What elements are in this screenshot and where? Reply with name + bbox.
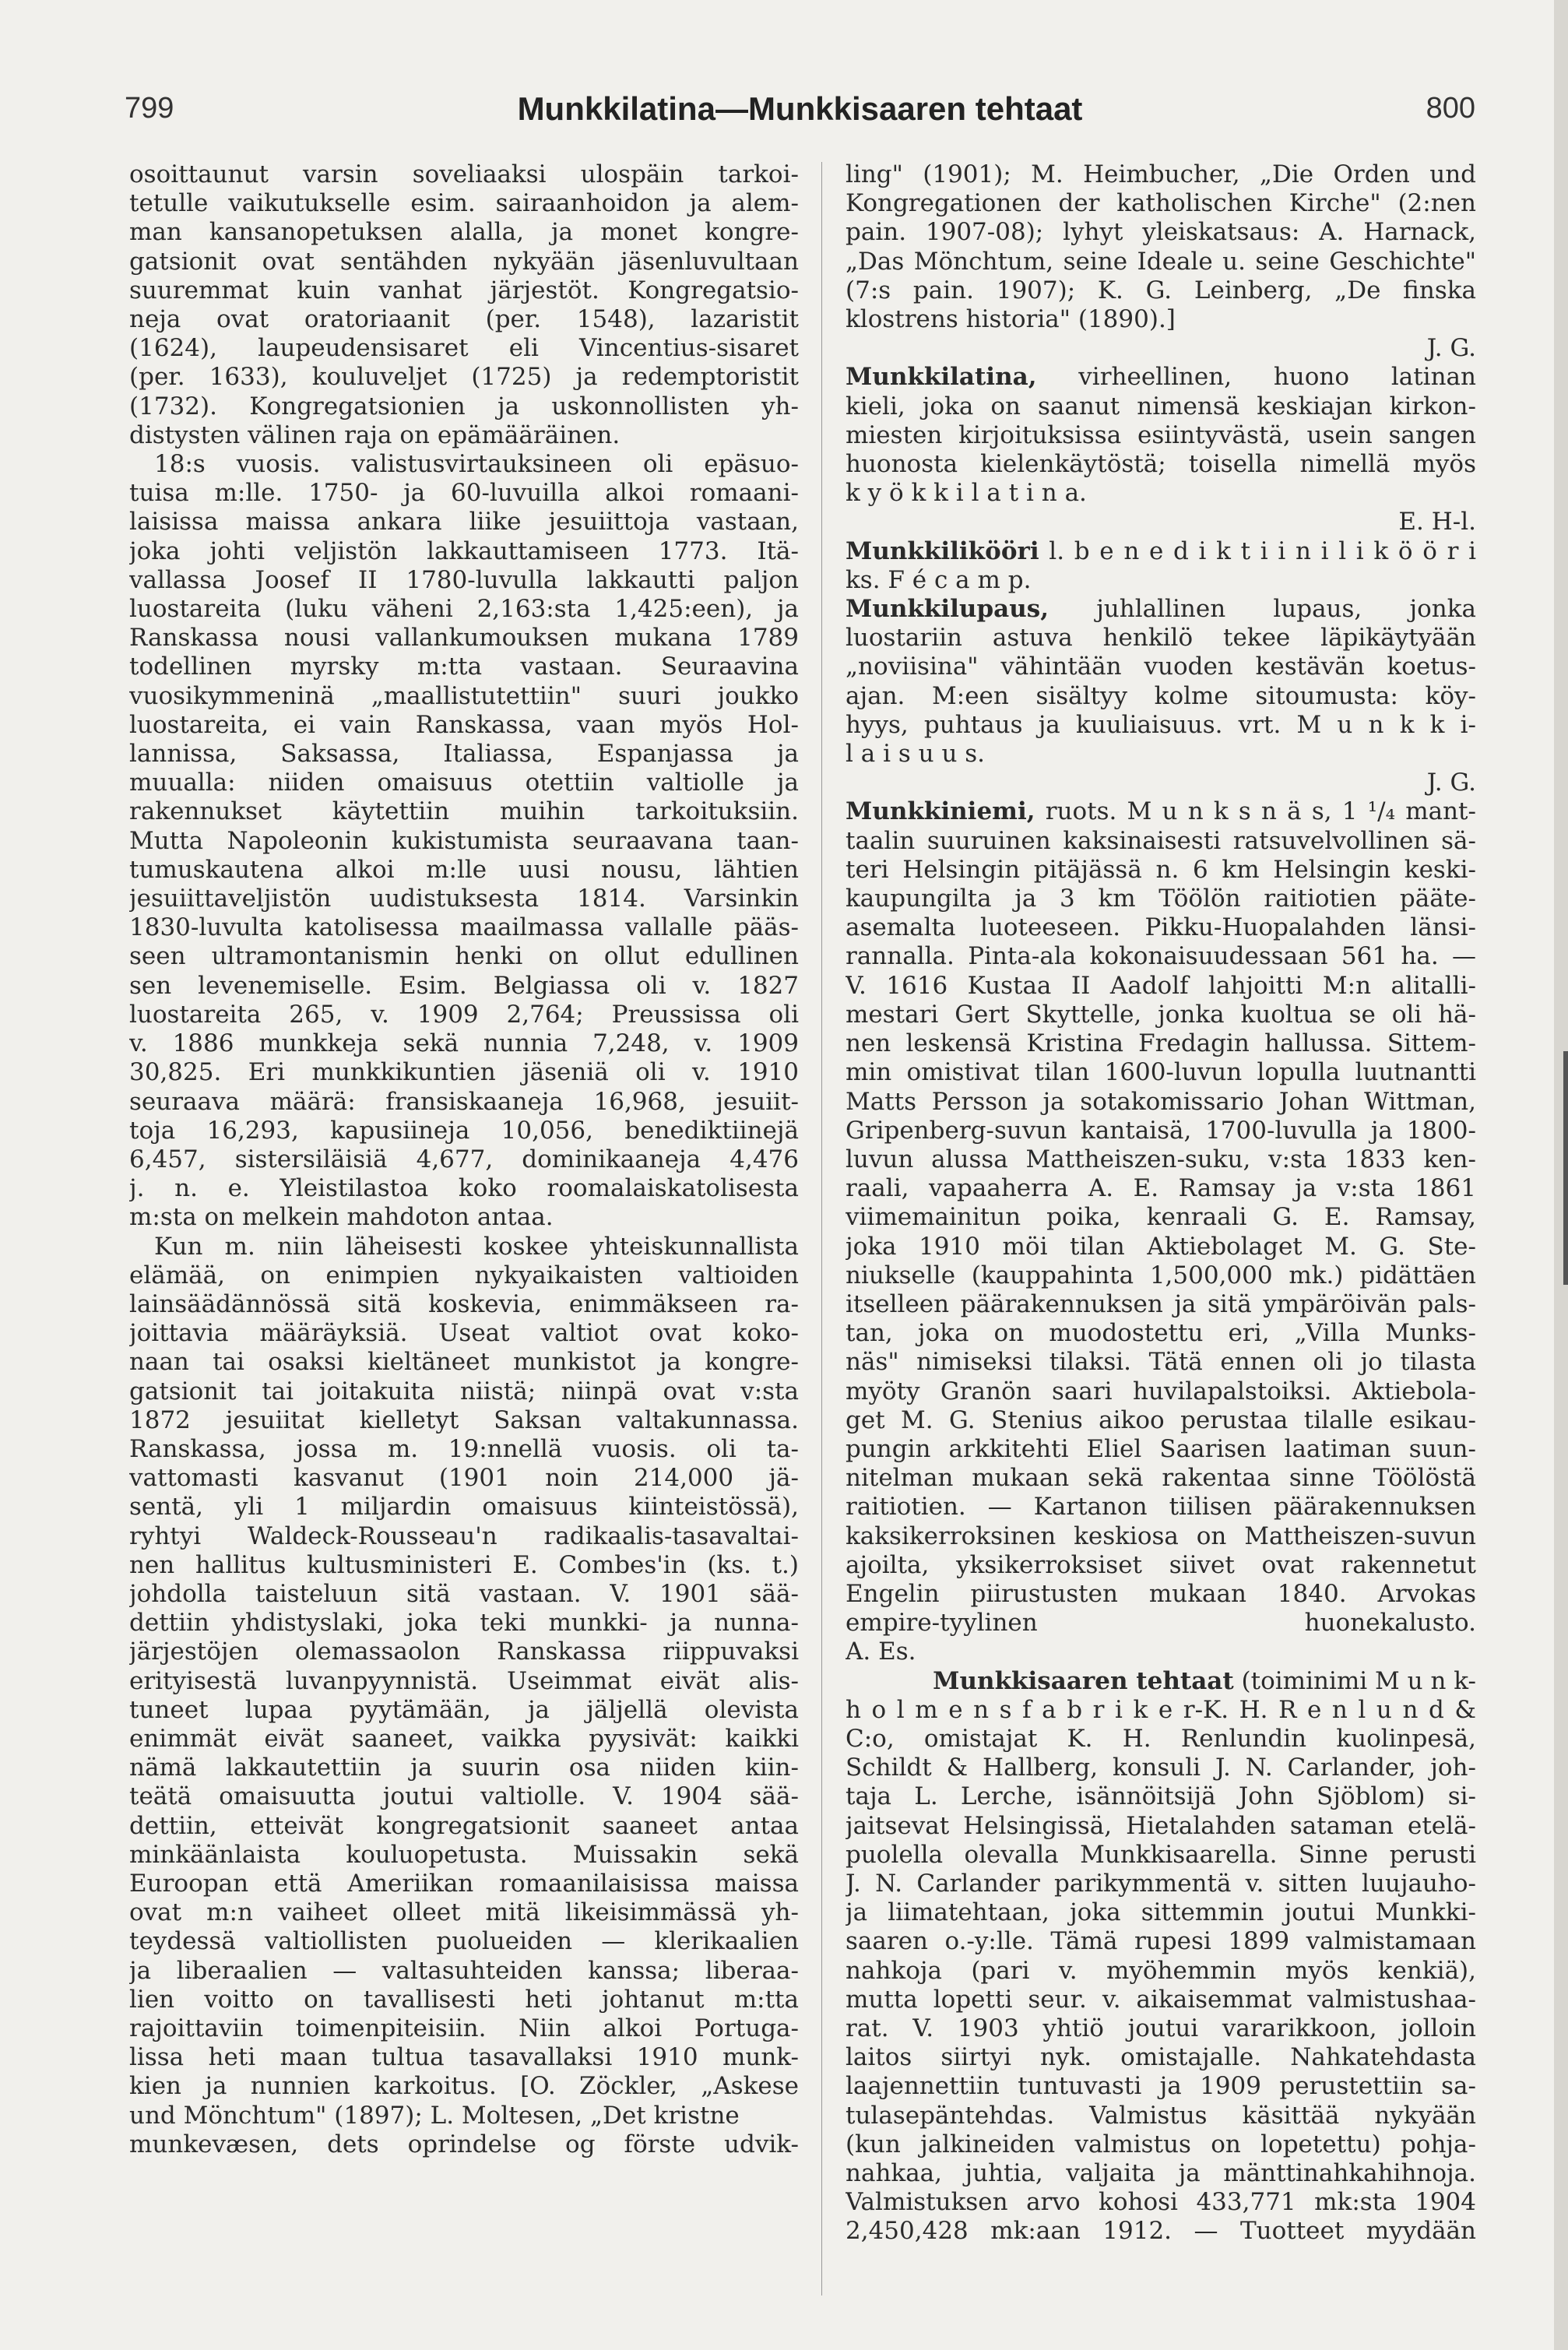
text-line: munkevæsen, dets oprindelse og förste udvik- — [129, 2130, 799, 2158]
right-column — [846, 160, 1476, 2341]
text-line: nitelman mukaan sekä rakentaa sinne Töölöstä — [846, 1464, 1476, 1493]
text-line: ajan. M:een sisältyy kolme sitoumusta: köy- — [846, 681, 1476, 710]
text-line: Munkkilupaus, juhlallinen lupaus, jonka — [846, 595, 1476, 624]
text-line: Kun m. niin läheisesti koskee yhteiskunnallista — [154, 1232, 799, 1261]
text-line: ja liberaalien — valtasuhteiden kanssa; liberaa- — [129, 1956, 799, 1985]
text-line: (1732). Kongregatsionien ja uskonnollisten yh- — [129, 392, 799, 420]
text-line: k y ö k k i l a t i n a. — [846, 479, 1087, 508]
entry-headword: Munkkilupaus, — [846, 595, 1049, 624]
text-line: Kongregationen der katholischen Kirche" (2:nen — [846, 189, 1476, 218]
text-line: laajennettiin tuntuvasti ja 1909 perustettiin sa- — [846, 2072, 1476, 2101]
text-line: elämää, on enimpien nykyaikaisten valtioiden — [129, 1261, 799, 1289]
page-number-right: 800 — [1426, 92, 1475, 125]
text-line: viimemainitun poika, kenraali G. E. Ramsay, — [846, 1203, 1476, 1232]
text-line: j. n. e. Yleistilastoa koko roomalaiskatolisesta — [129, 1174, 799, 1203]
text-line: mestari Gert Skyttelle, jonka kuoltua se oli hä- — [846, 1000, 1476, 1029]
text-line: Munkkilatina, virheellinen, huono latinan — [846, 363, 1476, 392]
text-line: min omistivat tilan 1600-luvun lopulla luutnantti — [846, 1058, 1476, 1087]
text-line: raali, vapaaherra A. E. Ramsay ja v:sta 1861 — [846, 1174, 1476, 1203]
text-line: gatsionit ovat sentähden nykyään jäsenluvultaan — [129, 247, 799, 276]
text-line: Munkkilikööri l. b e n e d i k t i i n i l i k ö ö r i — [846, 536, 1476, 565]
text-line: lien voitto on tavallisesti heti johtanut m:tta — [129, 1985, 799, 2014]
text-line: man kansanopetuksen alalla, ja monet kongre- — [129, 218, 799, 247]
text-line: get M. G. Stenius aikoo perustaa tilalle esikau- — [846, 1405, 1476, 1434]
text-line: jesuiittaveljistön uudistuksesta 1814. Varsinkin — [129, 885, 799, 913]
page-edge-shadow — [1563, 1051, 1568, 1285]
text-line: 6,457, sistersiläisiä 4,677, dominikaaneja 4,476 — [129, 1145, 799, 1173]
text-line: tuneet lupaa pyytämään, ja jäljellä olevista — [129, 1695, 799, 1724]
text-line: ks. F é c a m p. — [846, 565, 1032, 594]
text-line: todellinen myrsky m:tta vastaan. Seuraavina — [129, 653, 799, 681]
text-line: ling" (1901); M. Heimbucher, „Die Orden und — [846, 160, 1476, 188]
text-line: luostareita, ei vain Ranskassa, vaan myös Hol- — [129, 710, 799, 739]
text-line: Munkkiniemi, ruots. M u n k s n ä s, 1 ¹/₄ mant- — [846, 797, 1476, 826]
text-line: gatsionit tai joitakuita niistä; niinpä ovat v:sta — [129, 1377, 799, 1405]
text-line: Matts Persson ja sotakomissario Johan Wittman, — [846, 1087, 1476, 1116]
text-line: „noviisina" vähintään vuoden kestävän koetus- — [846, 653, 1476, 681]
text-line: nämä lakkautettiin ja suurin osa niiden kiin- — [129, 1754, 799, 1782]
page-header — [125, 92, 1475, 139]
text-line: distysten välinen raja on epämääräinen. — [129, 420, 621, 449]
text-line: dettiin, etteivät kongregatsionit saaneet antaa — [129, 1811, 799, 1840]
text-line: Schildt & Hallberg, konsuli J. N. Carlander, joh- — [846, 1754, 1476, 1782]
text-line: taalin suuruinen kaksinaisesti ratsuvelvollinen sä- — [846, 826, 1476, 855]
text-line: tetulle vaikutukselle esim. sairaanhoidon ja alem- — [129, 189, 799, 218]
text-line: Munkkisaaren tehtaat (toiminimi M u n k- — [933, 1666, 1476, 1695]
text-line: saaren o.-y:lle. Tämä rupesi 1899 valmistamaan — [846, 1927, 1476, 1956]
left-column — [129, 160, 799, 2341]
text-line: osoittaunut varsin soveliaaksi ulospäin tarkoi- — [129, 160, 799, 188]
text-line: tan, joka on muodostettu eri, „Villa Munks- — [846, 1319, 1476, 1348]
text-line: rakennukset käytettiin muihin tarkoituksiin. — [129, 797, 799, 826]
text-line: rannalla. Pinta-ala kokonaisuudessaan 561 ha. — — [846, 942, 1476, 971]
text-line: pungin arkkitehti Eliel Saarisen laatiman suun- — [846, 1434, 1476, 1463]
entry-headword: Munkkiniemi, — [846, 797, 1035, 826]
text-line: puolella olevalla Munkkisaarella. Sinne perusti — [846, 1840, 1476, 1869]
text-line: (1624), laupeudensisaret eli Vincentius-sisaret — [129, 334, 799, 363]
text-line: naan tai osaksi kieltäneet munkistot ja kongre- — [129, 1348, 799, 1377]
column-divider — [821, 162, 822, 2295]
text-line: tumuskautena alkoi m:lle uusi nousu, lähtien — [129, 855, 799, 884]
text-line: näs" nimiseksi tilaksi. Tätä ennen oli jo tilasta — [846, 1348, 1476, 1377]
entry-headword: Munkkisaaren tehtaat — [933, 1666, 1234, 1695]
text-line: J. G. — [1426, 334, 1476, 363]
text-line: enimmät eivät saaneet, vaikka pyysivät: kaikki — [129, 1724, 799, 1753]
text-line: lissa heti maan tultua tasavallaksi 1910 munk- — [129, 2043, 799, 2072]
text-line: raitiotien. — Kartanon tiilisen päärakennuksen — [846, 1493, 1476, 1522]
text-line: järjestöjen olemassaolon Ranskassa riippuvaksi — [129, 1638, 799, 1666]
text-line: vuosikymmeninä „maallistutettiin" suuri joukko — [129, 681, 799, 710]
text-line: (7:s pain. 1907); K. G. Leinberg, „De finska — [846, 276, 1476, 304]
page-number-left: 799 — [125, 92, 174, 125]
text-line: sentä, yli 1 miljardin omaisuus kiinteistössä), — [129, 1493, 799, 1522]
text-line: rat. V. 1903 yhtiö joutui vararikkoon, jolloin — [846, 2014, 1476, 2042]
entry-headword: Munkkilikööri — [846, 536, 1039, 565]
text-line: itselleen päärakennuksen ja sitä ympäröivän pals- — [846, 1289, 1476, 1318]
text-line: kaksikerroksinen keskiosa on Mattheiszen-suvun — [846, 1522, 1476, 1550]
text-line: kieli, joka on saanut nimensä keskiajan kirkon- — [846, 392, 1476, 420]
text-line: empire-tyylinen huonekalusto. — [846, 1609, 1476, 1638]
text-line: luvun alussa Mattheiszen-suku, v:sta 1833 ken- — [846, 1145, 1476, 1173]
text-line: Mutta Napoleonin kukistumista seuraavana taan- — [129, 826, 799, 855]
text-line: ajoilta, yksikerroksiset siivet ovat rakennetut — [846, 1550, 1476, 1579]
text-line: 18:s vuosis. valistusvirtauksineen oli epäsuo- — [154, 450, 799, 479]
text-line: hyys, puhtaus ja kuuliaisuus. vrt. M u n k k i- — [846, 710, 1476, 739]
text-line: teätä omaisuutta joutui valtiolle. V. 1904 sää- — [129, 1782, 799, 1811]
text-line: myöty Granön saari huvilapalstoiksi. Aktiebola- — [846, 1377, 1476, 1405]
text-line: nahkaa, juhtia, valjaita ja mänttinahkahihnoja. — [846, 2159, 1476, 2188]
text-line: seuraava määrä: fransiskaaneja 16,968, jesuiit- — [129, 1087, 799, 1116]
text-line: teri Helsingin pitäjässä n. 6 km Helsingin keski- — [846, 855, 1476, 884]
text-line: pain. 1907-08); lyhyt yleiskatsaus: A. Harnack, — [846, 218, 1476, 247]
text-line: Ranskassa nousi vallankumouksen mukana 1789 — [129, 624, 799, 653]
text-line: ryhtyi Waldeck-Rousseau'n radikaalis-tasavaltai- — [129, 1522, 799, 1550]
text-line: V. 1616 Kustaa II Aadolf lahjoitti M:n alitalli- — [846, 971, 1476, 1000]
text-line: dettiin yhdistyslaki, joka teki munkki- ja nunna- — [129, 1609, 799, 1638]
text-line: taja L. Lerche, isännöitsijä John Sjöblom) si- — [846, 1782, 1476, 1811]
text-line: nahkoja (pari v. myöhemmin myös kenkiä), — [846, 1956, 1476, 1985]
text-line: 1830-luvulta katolisessa maailmassa vallalle pääs- — [129, 913, 799, 942]
text-line: joittavia määräyksiä. Useat valtiot ovat koko- — [129, 1319, 799, 1348]
text-line: joka johti veljistön lakkauttamiseen 1773. Itä- — [129, 536, 799, 565]
text-line: ovat m:n vaiheet olleet mitä likeisimmässä yh- — [129, 1898, 799, 1927]
running-title: Munkkilatina—Munkkisaaren tehtaat — [517, 90, 1083, 127]
text-line: suuremmat kuin vanhat järjestöt. Kongregatsio- — [129, 276, 799, 304]
text-line: und Mönchtum" (1897); L. Moltesen, „Det kristne — [129, 2101, 740, 2130]
text-line: Valmistuksen arvo kohosi 433,771 mk:sta 1904 — [846, 2188, 1476, 2217]
text-line: seen ultramontanismin henki on ollut edullinen — [129, 942, 799, 971]
text-line: rajoittaviin toimenpiteisiin. Niin alkoi Portuga- — [129, 2014, 799, 2042]
text-line: lannissa, Saksassa, Italiassa, Espanjassa ja — [129, 740, 799, 769]
text-line: kien ja nunnien karkoitus. [O. Zöckler, „Askese — [129, 2072, 799, 2101]
text-line: lainsäädännössä sitä koskevia, enimmäkseen ra- — [129, 1289, 799, 1318]
text-line: toja 16,293, kapusiineja 10,056, benediktiinejä — [129, 1116, 799, 1145]
text-line: miesten kirjoituksissa esiintyvästä, usein sangen — [846, 420, 1476, 449]
text-line: neja ovat oratoriaanit (per. 1548), lazaristit — [129, 305, 799, 334]
text-line: 30,825. Eri munkkikuntien jäseniä oli v. 1910 — [129, 1058, 799, 1087]
text-line: Gripenberg-suvun kantaisä, 1700-luvulla ja 1800- — [846, 1116, 1476, 1145]
text-line: m:sta on melkein mahdoton antaa. — [129, 1203, 554, 1232]
text-line: A. Es. — [846, 1638, 916, 1666]
text-line: sen levenemiselle. Esim. Belgiassa oli v. 1827 — [129, 971, 799, 1000]
text-line: (per. 1633), kouluveljet (1725) ja redemptoristit — [129, 363, 799, 392]
text-line: v. 1886 munkkeja sekä nunnia 7,248, v. 1909 — [129, 1029, 799, 1058]
text-line: 1872 jesuiitat kielletyt Saksan valtakunnassa. — [129, 1405, 799, 1434]
entry-headword: Munkkilatina, — [846, 363, 1037, 392]
text-line: nen leskensä Kristina Fredagin hallussa. Sittem- — [846, 1029, 1476, 1058]
text-line: teydessä valtiollisten puolueiden — klerikaalien — [129, 1927, 799, 1956]
text-line: luostariin astuva henkilö tekee läpikäytyään — [846, 624, 1476, 653]
text-line: minkäänlaista kouluopetusta. Muissakin sekä — [129, 1840, 799, 1869]
text-line: asemalta luoteeseen. Pikku-Huopalahden länsi- — [846, 913, 1476, 942]
text-line: kaupungilta ja 3 km Töölön raitiotien pääte- — [846, 885, 1476, 913]
text-line: J. G. — [1426, 769, 1476, 797]
text-line: tuisa m:lle. 1750- ja 60-luvuilla alkoi romaani- — [129, 479, 799, 508]
text-line: J. N. Carlander parikymmentä v. sitten luujauho- — [846, 1869, 1476, 1898]
text-line: h o l m e n s f a b r i k e r-K. H. R e n l u n d & — [846, 1695, 1476, 1724]
text-line: C:o, omistajat K. H. Renlundin kuolinpesä, — [846, 1724, 1476, 1753]
text-line: laitos siirtyi nyk. omistajalle. Nahkatehdasta — [846, 2043, 1476, 2072]
text-line: (kun jalkineiden valmistus on lopetettu) pohja- — [846, 2130, 1476, 2158]
text-line: muualla: niiden omaisuus otettiin valtiolle ja — [129, 769, 799, 797]
text-line: vallassa Joosef II 1780-luvulla lakkautti paljon — [129, 565, 799, 594]
text-line: 2,450,428 mk:aan 1912. — Tuotteet myydään — [846, 2217, 1476, 2246]
text-line: luostareita 265, v. 1909 2,764; Preussissa oli — [129, 1000, 799, 1029]
text-line: ja liimatehtaan, joka sittemmin joutui Munkki- — [846, 1898, 1476, 1927]
text-line: Engelin piirustusten mukaan 1840. Arvokas — [846, 1579, 1476, 1608]
text-line: „Das Mönchtum, seine Ideale u. seine Geschichte" — [846, 247, 1476, 276]
text-line: Euroopan että Ameriikan romaanilaisissa maissa — [129, 1869, 799, 1898]
text-line: johdolla taisteluun sitä vastaan. V. 1901 sää- — [129, 1579, 799, 1608]
text-line: tulasepäntehdas. Valmistus käsittää nykyään — [846, 2101, 1476, 2130]
text-line: Ranskassa, jossa m. 19:nnellä vuosis. oli ta- — [129, 1434, 799, 1463]
text-line: jaitsevat Helsingissä, Hietalahden sataman etelä- — [846, 1811, 1476, 1840]
text-line: nen hallitus kultusministeri E. Combes'in (ks. t.) — [129, 1550, 799, 1579]
text-line: E. H-l. — [1398, 508, 1476, 536]
text-line: niukselle (kauppahinta 1,500,000 mk.) pidättäen — [846, 1261, 1476, 1289]
text-line: mutta lopetti seur. v. aikaisemmat valmistushaa- — [846, 1985, 1476, 2014]
text-line: vattomasti kasvanut (1901 noin 214,000 jä- — [129, 1464, 799, 1493]
text-line: laisissa maissa ankara liike jesuiittoja vastaan, — [129, 508, 799, 536]
text-line: joka 1910 möi tilan Aktiebolaget M. G. Ste- — [846, 1232, 1476, 1261]
text-line: luostareita (luku väheni 2,163:sta 1,425:een), ja — [129, 595, 799, 624]
text-line: l a i s u u s. — [846, 740, 986, 769]
text-line: klostrens historia" (1890).] — [846, 305, 1176, 334]
text-line: erityisestä luvanpyynnistä. Useimmat eivät alis- — [129, 1666, 799, 1695]
text-line: huonosta kielenkäytöstä; toisella nimellä myös — [846, 450, 1476, 479]
